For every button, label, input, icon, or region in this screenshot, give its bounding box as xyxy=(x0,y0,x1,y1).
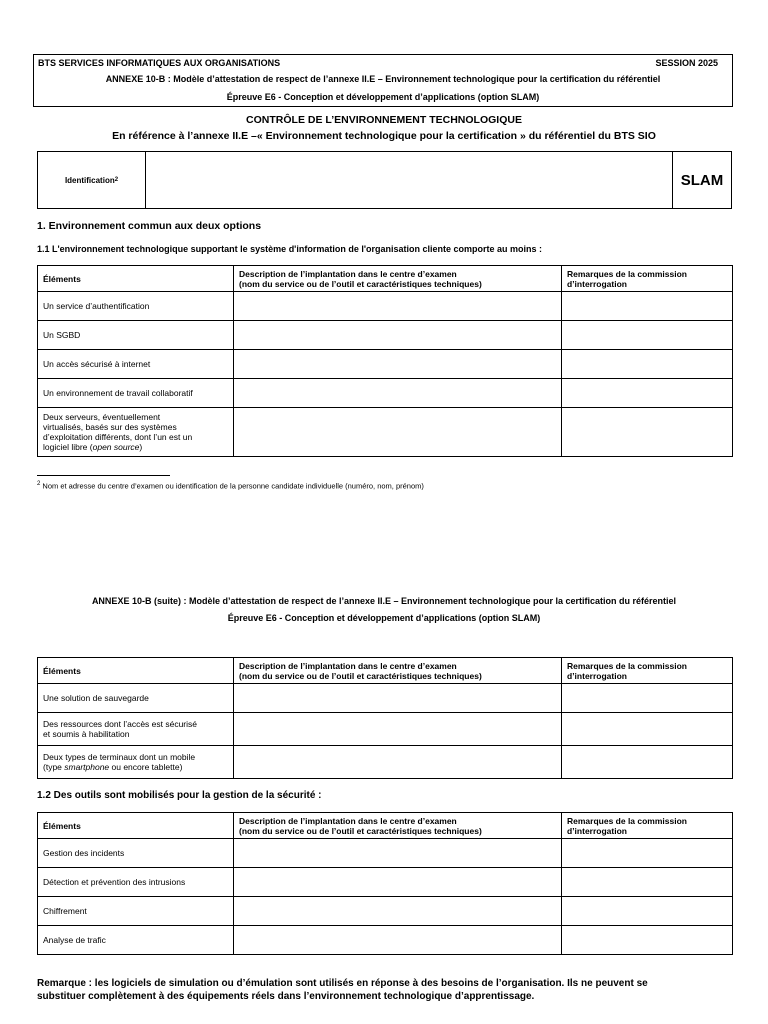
header-elements: Éléments xyxy=(38,813,234,839)
header-remarks: Remarques de la commission d’interrogation xyxy=(562,266,733,292)
remarks-cell[interactable] xyxy=(562,350,733,379)
header-description: Description de l’implantation dans le centre d’examen (nom du service ou de l’outil et caractéristiques techniques) xyxy=(234,658,562,684)
footnote-ref: 2 xyxy=(114,177,119,183)
table-header-row xyxy=(38,658,733,684)
description-cell[interactable] xyxy=(234,379,562,408)
header-program-title: BTS SERVICES INFORMATIQUES AUX ORGANISATIONS xyxy=(38,58,281,68)
page-subtitle: En référence à l’annexe II.E –« Environnement technologique pour la certification » du référentiel du BTS SIO xyxy=(112,130,656,142)
option-label: SLAM xyxy=(672,152,731,208)
remarks-cell[interactable] xyxy=(562,408,733,457)
annex-continued-exam: Épreuve E6 - Conception et développement d’applications (option SLAM) xyxy=(227,613,541,623)
description-cell[interactable] xyxy=(234,746,562,779)
description-cell[interactable] xyxy=(234,321,562,350)
element-cell: Deux serveurs, éventuellement virtualisés, basés sur des systèmes d’exploitation différents, dont l’un est un logiciel libre (open source) xyxy=(38,408,234,457)
header-remarks: Remarques de la commission d’interrogation xyxy=(562,813,733,839)
table-row xyxy=(38,839,733,868)
table-row xyxy=(38,379,733,408)
element-cell: Détection et prévention des intrusions xyxy=(38,868,234,897)
element-cell: Chiffrement xyxy=(38,897,234,926)
description-cell[interactable] xyxy=(234,713,562,746)
identification-field[interactable] xyxy=(146,152,672,208)
remark-note: Remarque : les logiciels de simulation ou d’émulation sont utilisés en réponse à des besoins de l’organisation. Ils ne peuvent se substituer complètement à des équipements réels dans l’environnement technologique d’apprentissage. xyxy=(37,978,648,1002)
header-session: SESSION 2025 xyxy=(655,58,718,68)
element-cell: Un environnement de travail collaboratif xyxy=(38,379,234,408)
element-cell: Un SGBD xyxy=(38,321,234,350)
element-cell: Un service d’authentification xyxy=(38,292,234,321)
table-row xyxy=(38,713,733,746)
element-cell: Gestion des incidents xyxy=(38,839,234,868)
table-row xyxy=(38,868,733,897)
table-row xyxy=(38,292,733,321)
header-description: Description de l’implantation dans le centre d’examen (nom du service ou de l’outil et caractéristiques techniques) xyxy=(234,813,562,839)
table-header-row xyxy=(38,813,733,839)
element-cell: Analyse de trafic xyxy=(38,926,234,955)
description-cell[interactable] xyxy=(234,926,562,955)
remarks-cell[interactable] xyxy=(562,713,733,746)
element-cell: Une solution de sauvegarde xyxy=(38,684,234,713)
table-row xyxy=(38,926,733,955)
environment-table-2 xyxy=(37,657,733,779)
section-1-1-title: 1.1 L'environnement technologique supportant le système d'information de l'organisation cliente comporte au moins : xyxy=(37,244,542,254)
element-cell: Un accès sécurisé à internet xyxy=(38,350,234,379)
description-cell[interactable] xyxy=(234,897,562,926)
table-row xyxy=(38,408,733,457)
description-cell[interactable] xyxy=(234,408,562,457)
identification-label-cell xyxy=(38,152,146,208)
table-row xyxy=(38,350,733,379)
remarks-cell[interactable] xyxy=(562,926,733,955)
header-description: Description de l’implantation dans le centre d’examen (nom du service ou de l’outil et caractéristiques techniques) xyxy=(234,266,562,292)
table-header-row xyxy=(38,266,733,292)
description-cell[interactable] xyxy=(234,350,562,379)
section-1-title: 1. Environnement commun aux deux options xyxy=(37,220,262,232)
description-cell[interactable] xyxy=(234,839,562,868)
remarks-cell[interactable] xyxy=(562,839,733,868)
table-row xyxy=(38,321,733,350)
remarks-cell[interactable] xyxy=(562,292,733,321)
annex-continued-title: ANNEXE 10-B (suite) : Modèle d’attestation de respect de l’annexe II.E – Environnement technologique pour la certification du référentiel xyxy=(91,596,677,606)
identification-box xyxy=(37,151,732,209)
environment-table-1 xyxy=(37,265,733,457)
section-1-2-title: 1.2 Des outils sont mobilisés pour la gestion de la sécurité : xyxy=(37,790,322,801)
description-cell[interactable] xyxy=(234,684,562,713)
remarks-cell[interactable] xyxy=(562,868,733,897)
security-tools-table xyxy=(37,812,733,955)
table-row xyxy=(38,897,733,926)
description-cell[interactable] xyxy=(234,292,562,321)
page-title: CONTRÔLE DE L’ENVIRONNEMENT TECHNOLOGIQUE xyxy=(246,114,522,126)
identification-label: Identification xyxy=(64,175,115,185)
remarks-cell[interactable] xyxy=(562,379,733,408)
remarks-cell[interactable] xyxy=(562,321,733,350)
header-exam-title: Épreuve E6 - Conception et développement d’applications (option SLAM) xyxy=(226,92,540,102)
description-cell[interactable] xyxy=(234,868,562,897)
element-cell: Deux types de terminaux dont un mobile (type smartphone ou encore tablette) xyxy=(38,746,234,779)
remarks-cell[interactable] xyxy=(562,897,733,926)
remarks-cell[interactable] xyxy=(562,746,733,779)
header-annex-title: ANNEXE 10-B : Modèle d’attestation de respect de l’annexe II.E – Environnement technologique pour la certification du référentiel xyxy=(105,74,661,84)
header-elements: Éléments xyxy=(38,266,234,292)
table-row xyxy=(38,684,733,713)
footnote: $^2$ Nom et adresse du centre d’examen ou identification de la personne candidate individuelle (numéro, nom, prénom) xyxy=(37,481,424,491)
table-row xyxy=(38,746,733,779)
element-cell: Des ressources dont l’accès est sécurisé et soumis à habilitation xyxy=(38,713,234,746)
document-header xyxy=(33,54,733,107)
remarks-cell[interactable] xyxy=(562,684,733,713)
header-elements: Éléments xyxy=(38,658,234,684)
footnote-separator xyxy=(37,475,170,476)
header-remarks: Remarques de la commission d’interrogation xyxy=(562,658,733,684)
